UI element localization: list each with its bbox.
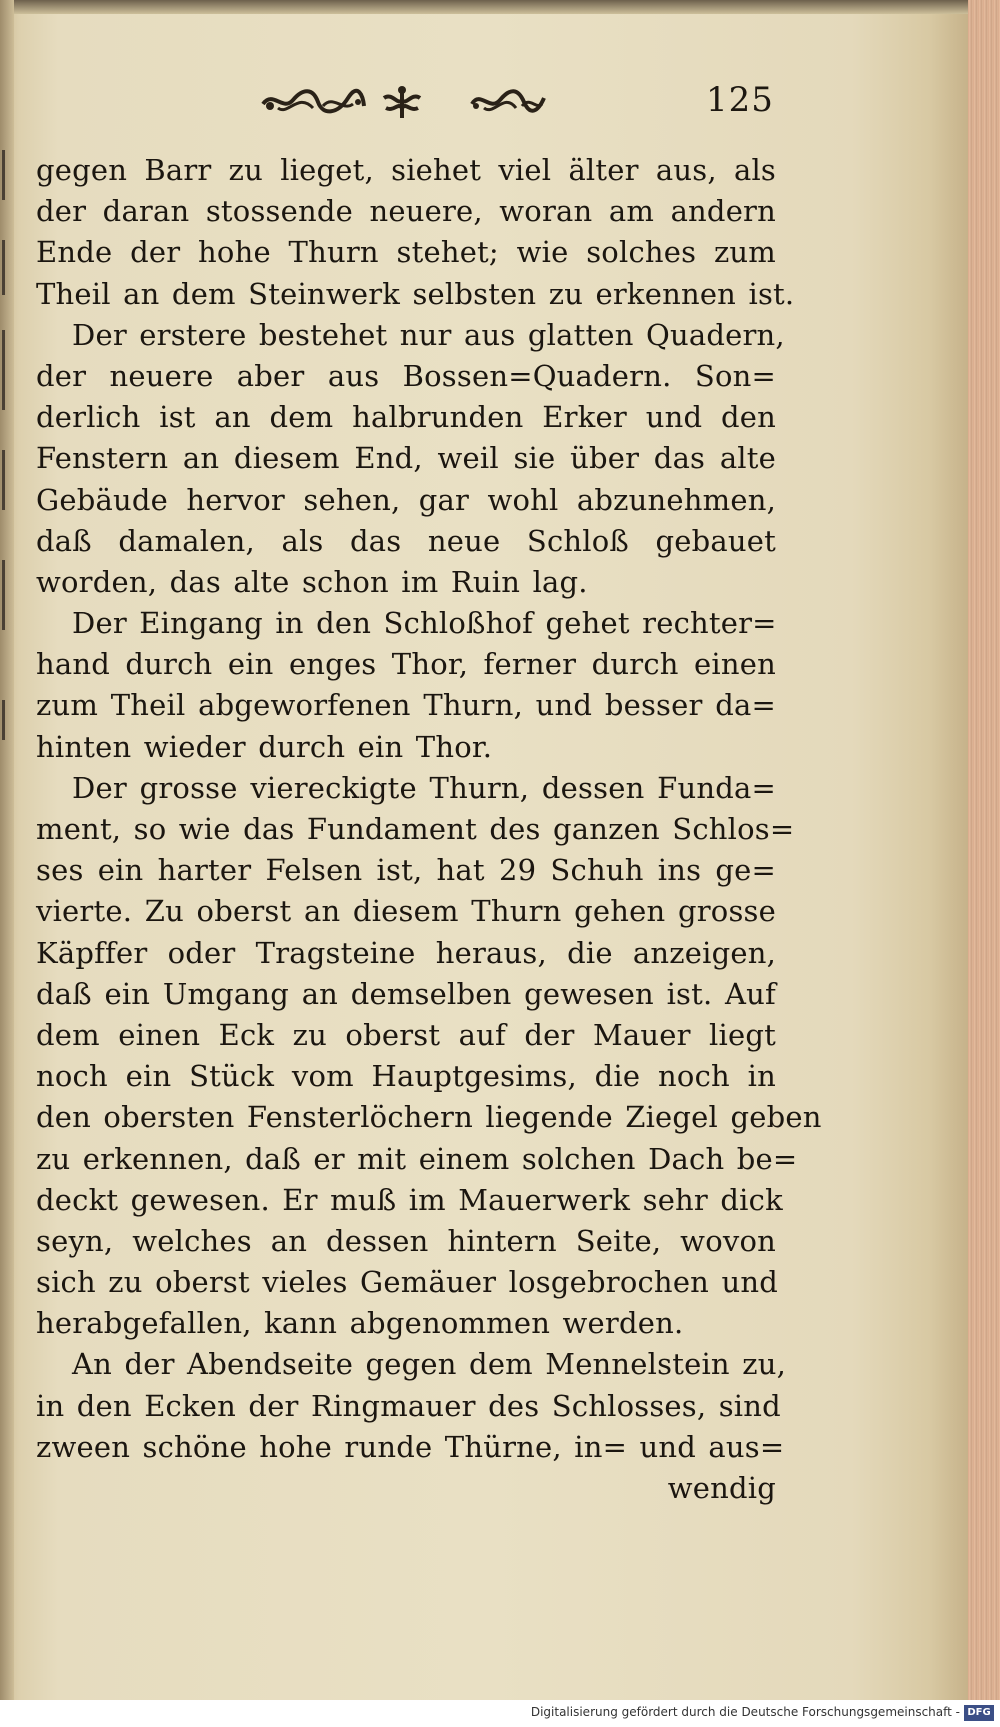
text-line: Der grosse viereckigte Thurn, dessen Funda= xyxy=(72,770,776,805)
text-line: seyn, welches an dessen hintern Seite, wovon xyxy=(36,1223,776,1258)
text-line: ses ein harter Felsen ist, hat 29 Schuh ins ge= xyxy=(36,853,776,888)
text-line: der neuere aber aus Bossen=Quadern. Son= xyxy=(36,358,776,393)
catchword: wendig xyxy=(667,1471,776,1505)
page-number: 125 xyxy=(706,80,774,120)
text-line: Ende der hohe Thurn stehet; wie solches zum xyxy=(36,235,776,270)
text-line: hinten wieder durch ein Thor. xyxy=(36,729,493,764)
text-line: daß ein Umgang an demselben gewesen ist. Auf xyxy=(36,976,776,1011)
text-block xyxy=(36,150,822,1509)
text-line: noch ein Stück vom Hauptgesims, die noch in xyxy=(36,1059,776,1094)
text-line: sich zu oberst vieles Gemäuer losgebrochen und xyxy=(36,1265,778,1300)
book-fore-edge xyxy=(968,0,1000,1700)
text-line: zween schöne hohe runde Thürne, in= und aus= xyxy=(36,1429,785,1464)
text-line: daß damalen, als das neue Schloß gebauet xyxy=(36,523,776,558)
binding-gutter xyxy=(0,0,14,1727)
text-line: zu erkennen, daß er mit einem solchen Dach be= xyxy=(36,1141,798,1176)
text-line: derlich ist an dem halbrunden Erker und den xyxy=(36,400,776,435)
text-line: Fenstern an diesem End, weil sie über das alte xyxy=(36,441,776,476)
text-line: Der erstere bestehet nur aus glatten Quadern, xyxy=(72,317,785,352)
text-line: zum Theil abgeworfenen Thurn, und besser da= xyxy=(36,688,776,723)
text-line: ment, so wie das Fundament des ganzen Schlos= xyxy=(36,812,795,846)
text-line: der daran stossende neuere, woran am andern xyxy=(36,194,776,229)
text-line: gegen Barr zu lieget, siehet viel älter aus, als xyxy=(36,153,776,187)
footer-credit-text: Digitalisierung gefördert durch die Deutsche Forschungsgemeinschaft - xyxy=(530,1705,960,1719)
text-line: deckt gewesen. Er muß im Mauerwerk sehr dick xyxy=(36,1182,783,1217)
text-line: in den Ecken der Ringmauer des Schlosses, sind xyxy=(36,1388,781,1423)
dfg-logo: DFG xyxy=(964,1705,994,1721)
text-line: worden, das alte schon im Ruin lag. xyxy=(36,564,588,599)
header-ornament-center xyxy=(372,82,432,122)
text-line: den obersten Fensterlöchern liegende Ziegel geben xyxy=(36,1100,822,1135)
text-line: vierte. Zu oberst an diesem Thurn gehen grosse xyxy=(36,894,776,929)
text-line: An der Abendseite gegen dem Mennelstein zu, xyxy=(72,1347,786,1382)
digitization-footer xyxy=(0,1700,1000,1727)
text-line: dem einen Eck zu oberst auf der Mauer liegt xyxy=(36,1017,776,1052)
text-line: Käpffer oder Tragsteine heraus, die anzeigen, xyxy=(36,935,776,970)
text-line: herabgefallen, kann abgenommen werden. xyxy=(36,1306,684,1341)
header-ornament-right xyxy=(468,82,548,122)
header-ornament-left xyxy=(258,82,368,122)
text-line: Gebäude hervor sehen, gar wohl abzunehmen, xyxy=(36,482,776,517)
text-line: Der Eingang in den Schloßhof gehet rechter= xyxy=(72,606,777,641)
text-line: hand durch ein enges Thor, ferner durch einen xyxy=(36,647,776,682)
text-line: Theil an dem Steinwerk selbsten zu erkennen ist. xyxy=(36,276,795,311)
page-top-edge xyxy=(14,0,968,14)
